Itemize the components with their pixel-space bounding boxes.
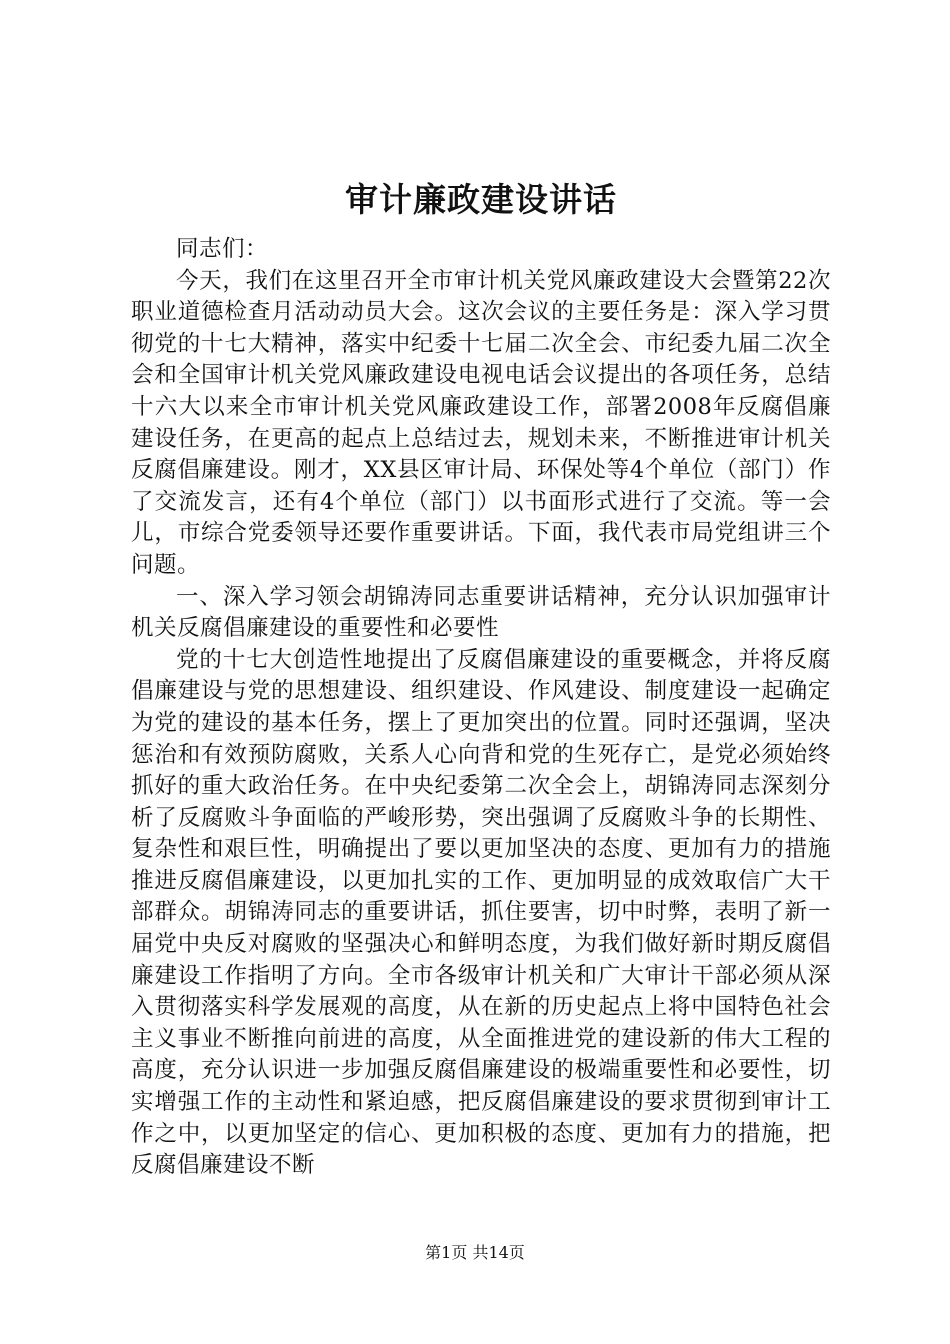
paragraph-section-1: 党的十七大创造性地提出了反腐倡廉建设的重要概念，并将反腐倡廉建设与党的思想建设、组织建设、作风建设、制度建设一起确定为党的建设的基本任务，摆上了更加突出的位置。同时还强调，坚决惩治和有效预防腐败，关系人心向背和党的生死存亡，是党必须始终抓好的重大政治任务。在中央纪委第二次全会上，胡锦涛同志深刻分析了反腐败斗争面临的严峻形势，突出强调了反腐败斗争的长期性、复杂性和艰巨性，明确提出了要以更加坚决的态度、更加有力的措施推进反腐倡廉建设，以更加扎实的工作、更加明显的成效取信广大干部群众。胡锦涛同志的重要讲话，抓住要害，切中时弊，表明了新一届党中央反对腐败的坚强决心和鲜明态度，为我们做好新时期反腐倡廉建设工作指明了方向。全市各级审计机关和广大审计干部必须从深入贯彻落实科学发展观的高度，从在新的历史起点上将中国特色社会主义事业不断推向前进的高度，从全面推进党的建设新的伟大工程的高度，充分认识进一步加强反腐倡廉建设的极端重要性和必要性，切实增强工作的主动性和紧迫感，把反腐倡廉建设的要求贯彻到审计工作之中，以更加坚定的信心、更加积极的态度、更加有力的措施，把反腐倡廉建设不断 (131, 646, 831, 1179)
paragraph-intro: 今天，我们在这里召开全市审计机关党风廉政建设大会暨第22次职业道德检查月活动动员大会。这次会议的主要任务是：深入学习贯彻党的十七大精神，落实中纪委十七届二次全会、市纪委九届二次全会和全国审计机关党风廉政建设电视电话会议提出的各项任务，总结十六大以来全市审计机关党风廉政建设工作，部署2008年反腐倡廉建设任务，在更高的起点上总结过去，规划未来，不断推进审计机关反腐倡廉建设。刚才，XX县区审计局、环保处等4个单位（部门）作了交流发言，还有4个单位（部门）以书面形式进行了交流。等一会儿，市综合党委领导还要作重要讲话。下面，我代表市局党组讲三个问题。 (131, 267, 831, 578)
section-heading-1: 一、深入学习领会胡锦涛同志重要讲话精神，充分认识加强审计机关反腐倡廉建设的重要性和必要性 (131, 583, 831, 642)
page-number-footer: 第1页 共14页 (425, 1243, 525, 1262)
document-body (131, 180, 831, 1182)
document-title: 审计廉政建设讲话 (345, 180, 617, 219)
salutation: 同志们： (176, 236, 269, 262)
